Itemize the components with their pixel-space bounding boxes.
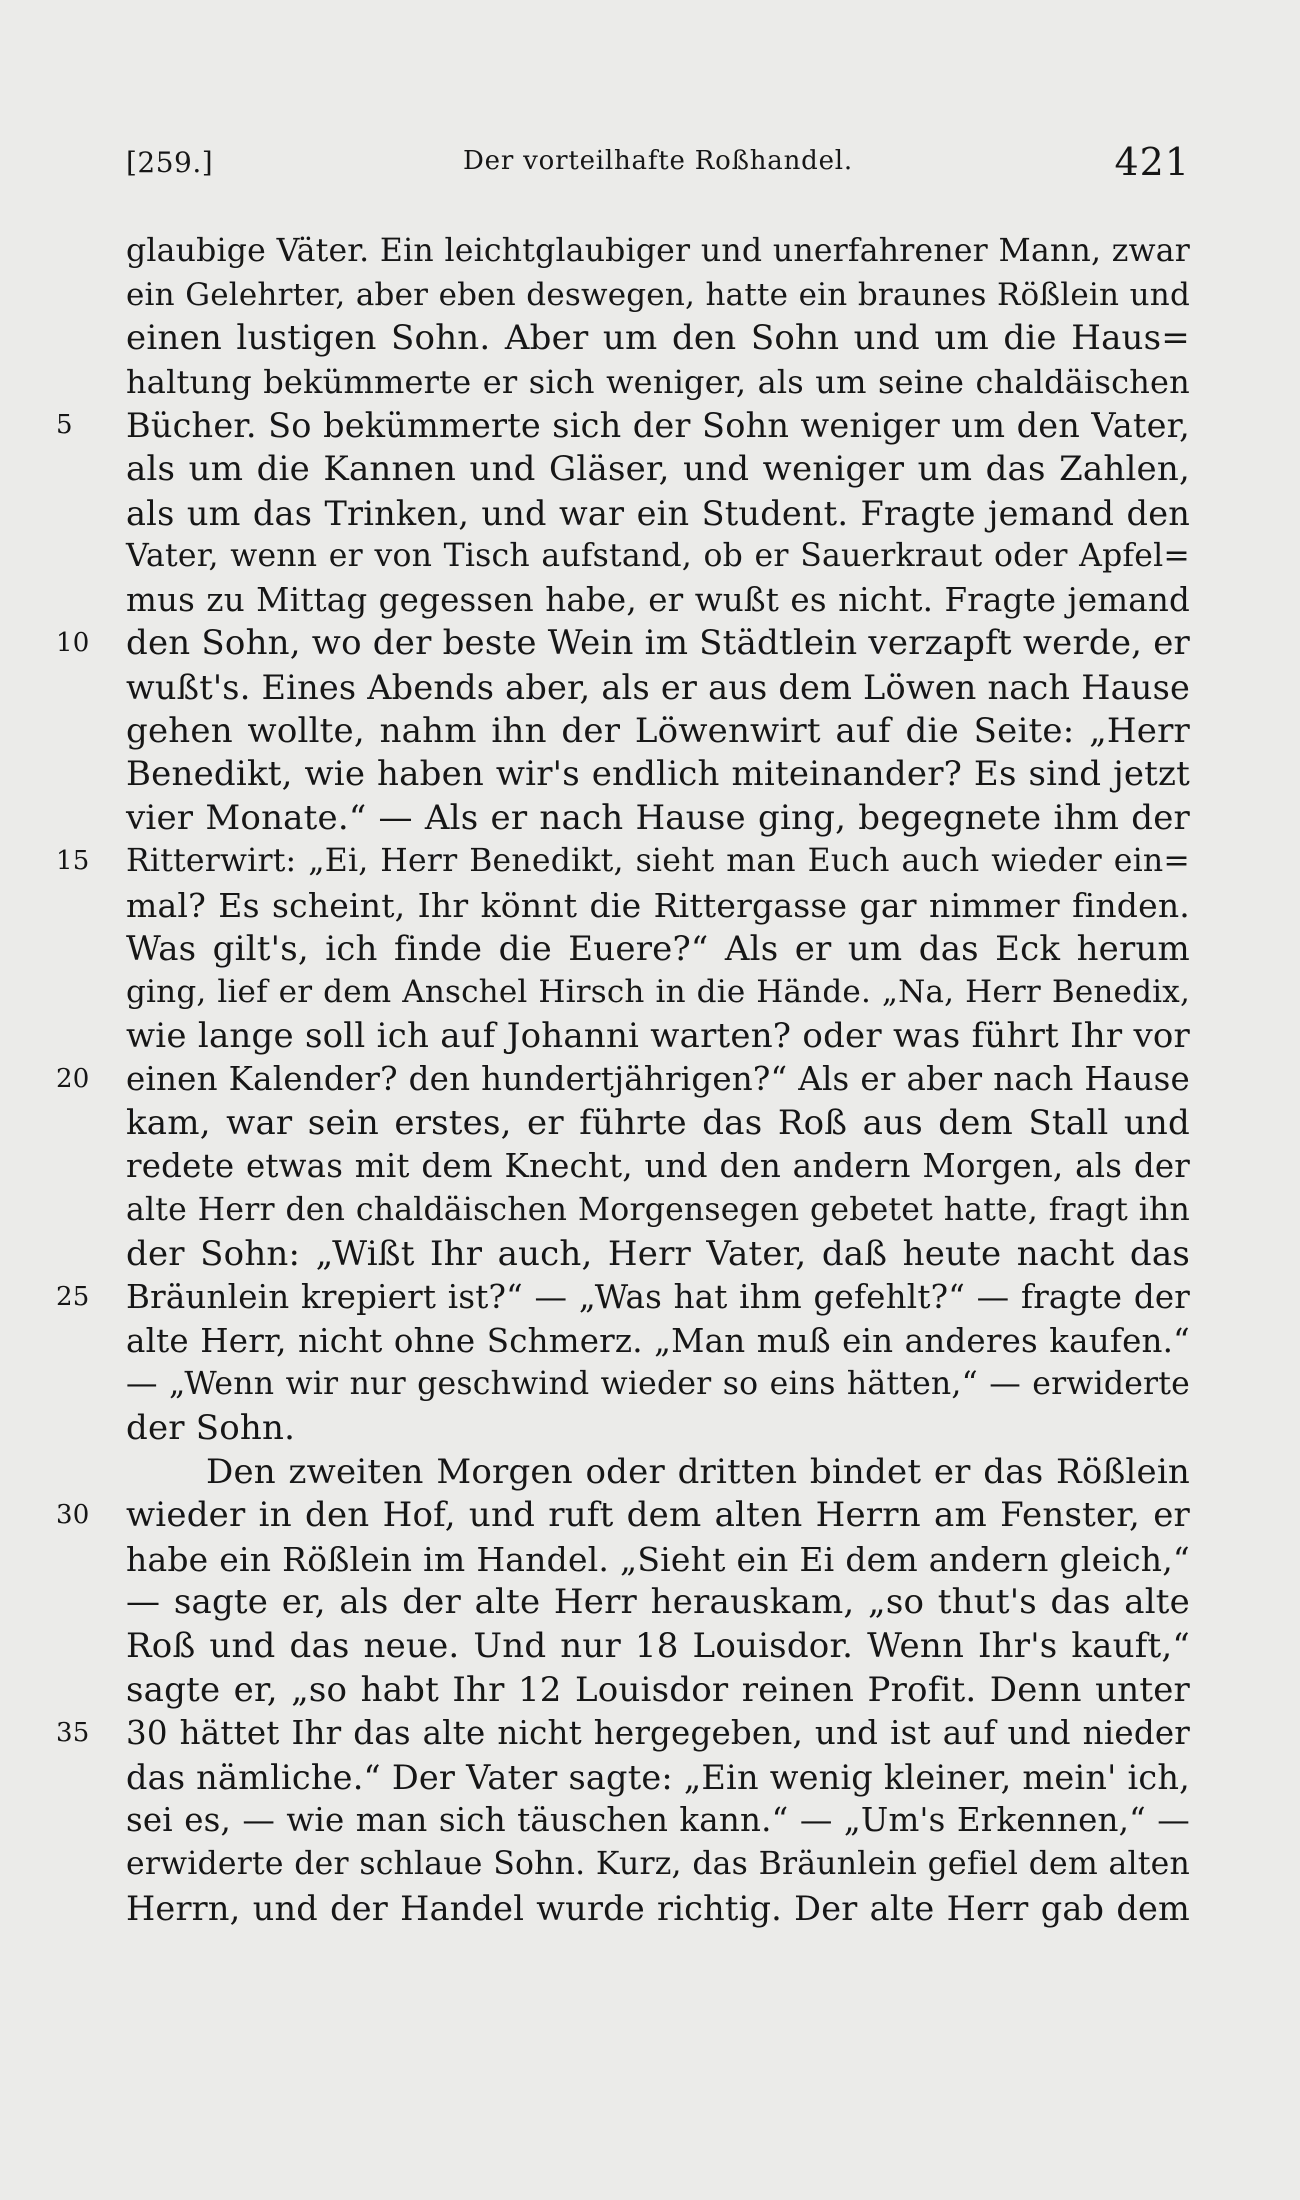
text-line (56, 404, 1190, 448)
line-text: Bräunlein krepiert ist?“ — „Was hat ihm gefehlt?“ — fragte der (126, 1278, 1190, 1317)
text-line (56, 840, 1190, 884)
line-text: als um das Trinken, und war ein Student. Fragte jemand den (126, 493, 1190, 533)
line-text: den Sohn, wo der beste Wein im Städtlein verzapft werde, er (126, 623, 1190, 664)
text-line (126, 753, 1190, 797)
text-line (126, 448, 1190, 492)
text-line (126, 1669, 1190, 1713)
line-text: mal? Es scheint, Ihr könnt die Rittergasse gar nimmer finden. (126, 885, 1190, 925)
line-text: alte Herr, nicht ohne Schmerz. „Man muß ein anderes kaufen.“ (126, 1321, 1190, 1360)
line-text: glaubige Väter. Ein leichtglaubiger und unerfahrener Mann, zwar (126, 233, 1190, 269)
line-number: 15 (56, 846, 90, 877)
line-text: ein Gelehrter, aber eben deswegen, hatte ein braunes Rößlein und (126, 276, 1190, 313)
line-text: Ritterwirt: „Ei, Herr Benedikt, sieht man Euch auch wieder ein= (126, 843, 1190, 880)
line-number: 10 (56, 628, 90, 659)
text-line (126, 1102, 1190, 1146)
text-line (56, 622, 1190, 666)
line-number: 30 (56, 1500, 90, 1531)
text-line (126, 884, 1190, 928)
line-text: kam, war sein erstes, er führte das Roß aus dem Stall und (126, 1102, 1190, 1143)
line-text: Den zweiten Morgen oder dritten bindet er das Rößlein (206, 1451, 1190, 1492)
text-line (126, 1189, 1190, 1233)
line-text: alte Herr den chaldäischen Morgensegen gebetet hatte, fragt ihn (126, 1192, 1190, 1229)
line-text: einen lustigen Sohn. Aber um den Sohn und um die Haus= (126, 318, 1190, 359)
text-line (126, 1363, 1190, 1407)
text-line (126, 230, 1190, 274)
text-line (126, 317, 1190, 361)
text-line (126, 1799, 1190, 1843)
line-text: 30 hättet Ihr das alte nicht hergegeben, und ist auf und nieder (126, 1714, 1190, 1753)
text-line (126, 1320, 1190, 1364)
line-text: wußt's. Eines Abends aber, als er aus dem Löwen nach Hause (126, 667, 1190, 707)
line-number: 5 (56, 410, 73, 441)
line-text: redete etwas mit dem Knecht, und den andern Morgen, als der (126, 1147, 1190, 1186)
text-line (126, 1887, 1190, 1931)
line-text: wie lange soll ich auf Johanni warten? oder was führt Ihr vor (126, 1015, 1190, 1056)
line-text: der Sohn. (126, 1408, 296, 1449)
text-line (126, 274, 1190, 318)
text-line (56, 1058, 1190, 1102)
page-number: 421 (1114, 140, 1190, 184)
page-header (126, 140, 1190, 190)
line-text: gehen wollte, nahm ihn der Löwenwirt auf die Seite: „Herr (126, 710, 1190, 751)
text-line (56, 1276, 1190, 1320)
line-text: Herrn, und der Handel wurde richtig. Der alte Herr gab dem (126, 1888, 1190, 1928)
text-line (126, 1407, 1190, 1451)
line-number: 20 (56, 1064, 90, 1095)
text-line (126, 971, 1190, 1015)
text-line (126, 1451, 1190, 1495)
text-line (126, 1843, 1190, 1887)
line-text: haltung bekümmerte er sich weniger, als um seine chaldäischen (126, 362, 1190, 401)
page-reference: [259.] (126, 146, 214, 179)
line-number: 35 (56, 1718, 90, 1749)
line-text: ging, lief er dem Anschel Hirsch in die Hände. „Na, Herr Benedix, (126, 974, 1190, 1011)
line-text: sagte er, „so habt Ihr 12 Louisdor reinen Profit. Denn unter (126, 1669, 1190, 1710)
running-title: Der vorteilhafte Roßhandel. (463, 146, 853, 176)
text-line (126, 1625, 1190, 1669)
text-line (126, 710, 1190, 754)
line-text: mus zu Mittag gegessen habe, er wußt es nicht. Fragte jemand (126, 580, 1190, 619)
line-text: Vater, wenn er von Tisch aufstand, ob er Sauerkraut oder Apfel= (126, 538, 1190, 575)
line-text: erwiderte der schlaue Sohn. Kurz, das Bräunlein gefiel dem alten (126, 1845, 1190, 1882)
text-line (126, 1145, 1190, 1189)
text-line (126, 361, 1190, 405)
text-line (126, 666, 1190, 710)
line-text: — sagte er, als der alte Herr herauskam, „so thut's das alte (126, 1582, 1190, 1623)
line-text: Bücher. So bekümmerte sich der Sohn weniger um den Vater, (126, 406, 1190, 446)
line-text: Was gilt's, ich finde die Euere?“ Als er um das Eck herum (126, 928, 1190, 969)
text-line (126, 1538, 1190, 1582)
line-text: Roß und das neue. Und nur 18 Louisdor. Wenn Ihr's kauft,“ (126, 1626, 1190, 1666)
text-line (126, 1015, 1190, 1059)
line-text: der Sohn: „Wißt Ihr auch, Herr Vater, daß heute nacht das (126, 1233, 1190, 1274)
text-line (56, 1712, 1190, 1756)
line-text: — „Wenn wir nur geschwind wieder so eins hätten,“ — erwiderte (126, 1366, 1190, 1403)
body-text (56, 230, 1190, 1930)
text-line (126, 928, 1190, 972)
text-line (126, 1233, 1190, 1277)
text-line (126, 579, 1190, 623)
line-number: 25 (56, 1282, 90, 1313)
line-text: habe ein Rößlein im Handel. „Sieht ein Ei dem andern gleich,“ (126, 1539, 1190, 1579)
text-line (126, 1756, 1190, 1800)
line-text: Benedikt, wie haben wir's endlich miteinander? Es sind jetzt (126, 754, 1190, 795)
line-text: das nämliche.“ Der Vater sagte: „Ein wenig kleiner, mein' ich, (126, 1757, 1190, 1797)
line-text: vier Monate.“ — Als er nach Hause ging, begegnete ihm der (126, 797, 1190, 838)
text-line (56, 1494, 1190, 1538)
line-text: wieder in den Hof, und ruft dem alten Herrn am Fenster, er (126, 1495, 1190, 1536)
line-text: als um die Kannen und Gläser, und weniger um das Zahlen, (126, 448, 1190, 489)
text-line (126, 1581, 1190, 1625)
line-text: einen Kalender? den hundertjährigen?“ Als er aber nach Hause (126, 1060, 1190, 1099)
text-line (126, 797, 1190, 841)
line-text: sei es, — wie man sich täuschen kann.“ — „Um's Erkennen,“ — (126, 1801, 1190, 1840)
text-line (126, 492, 1190, 536)
text-line (126, 535, 1190, 579)
